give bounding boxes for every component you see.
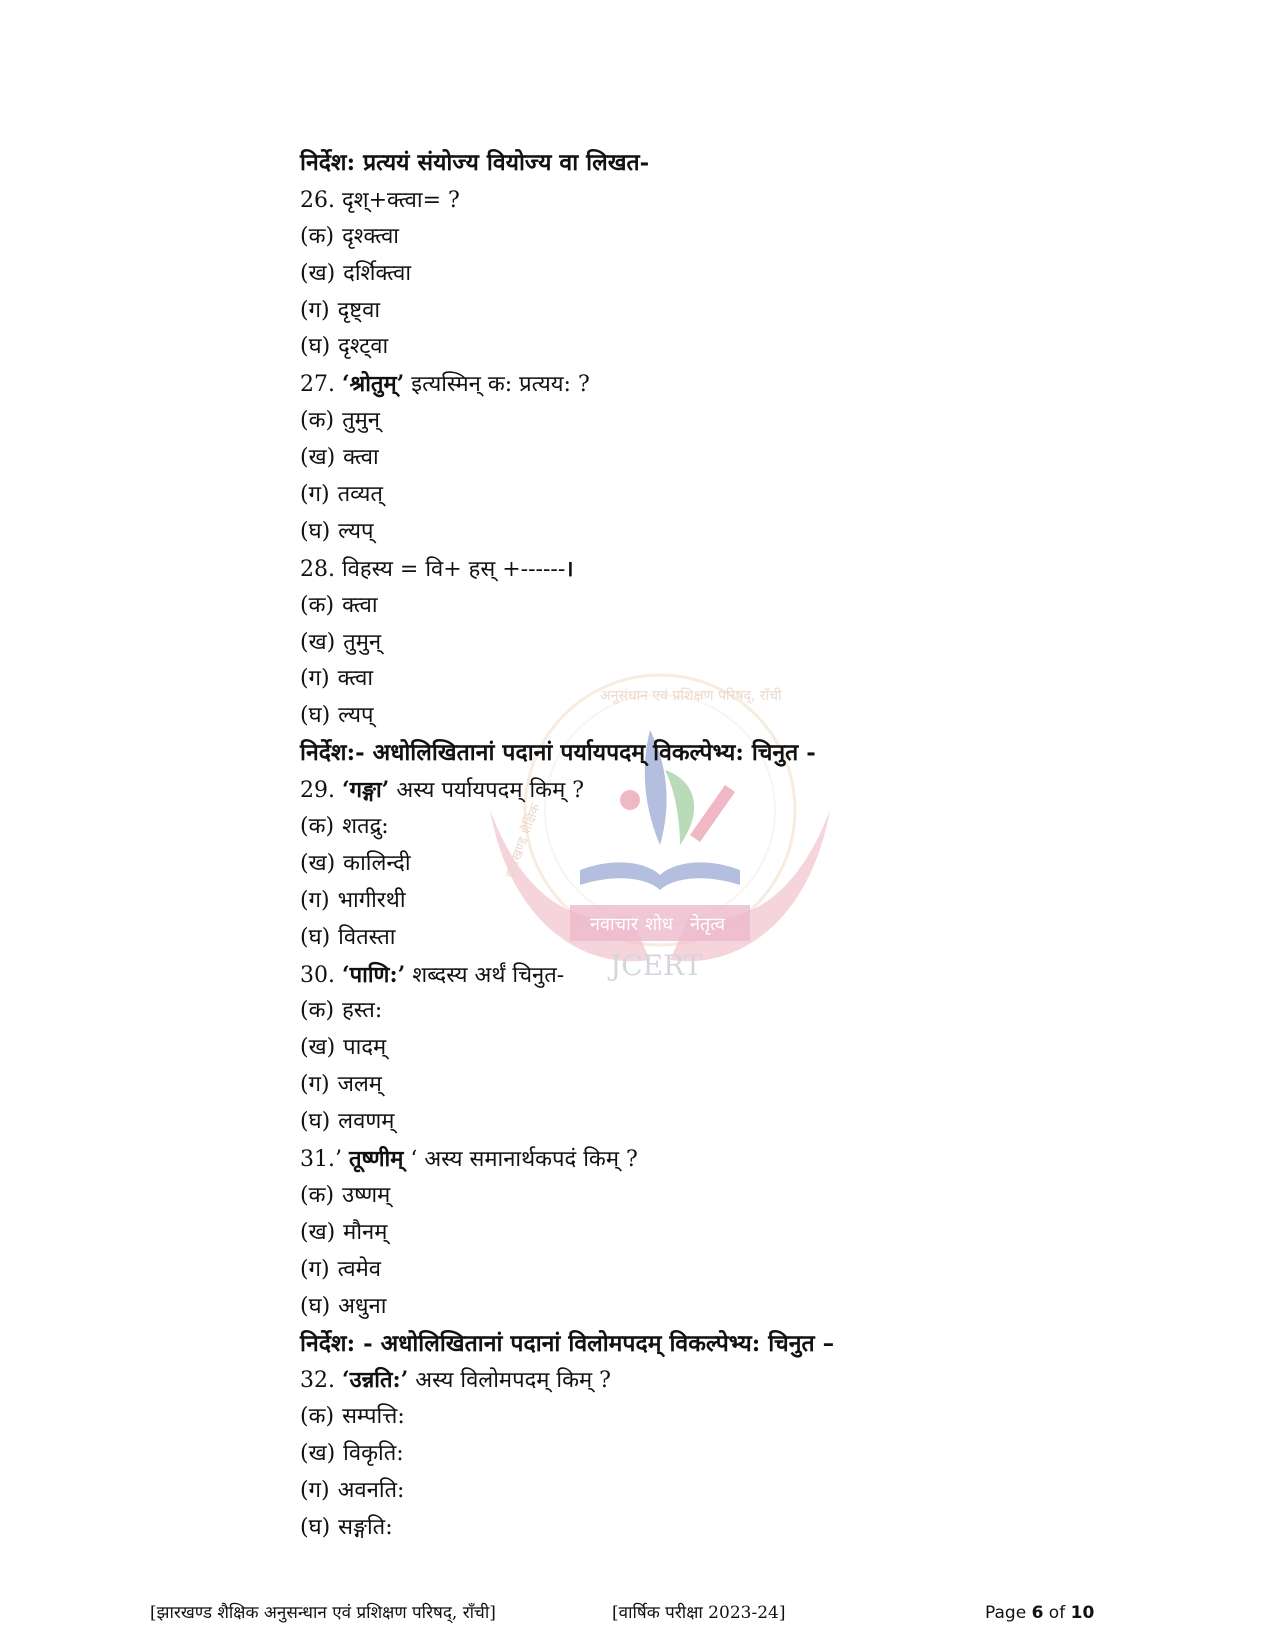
option-label: (ख): [300, 445, 336, 471]
question-keyword: तूष्णीम्: [348, 1146, 404, 1173]
instruction-heading: निर्देश: प्रत्ययं संयोज्य वियोज्य वा लिखत-: [300, 149, 650, 176]
question-line: [300, 772, 1180, 809]
question-keyword: ‘गङ्गा’: [341, 777, 390, 804]
option-label: (ग): [300, 482, 330, 508]
question-text: 31.’: [300, 1147, 349, 1173]
option-line: [300, 1104, 1180, 1141]
option-text: सङ्गति:: [338, 1514, 393, 1540]
instruction-heading: निर्देश: - अधोलिखितानां पदानां विलोमपदम् विकल्पेभ्य: चिनुत –: [300, 1329, 835, 1357]
instruction-heading: निर्देश:- अधोलिखितानां पदानां पर्यायपदम् विकल्पेभ्य: चिनुत -: [300, 739, 816, 767]
option-line: [300, 1252, 1180, 1289]
question-text: 27.: [300, 372, 342, 398]
option-text: कालिन्दी: [343, 850, 411, 876]
option-label: (ख): [300, 1441, 336, 1467]
question-line: [300, 957, 1180, 994]
question-line: [300, 366, 1180, 403]
page-current: 6: [1031, 1603, 1044, 1623]
option-line: [300, 1473, 1180, 1510]
option-line: [300, 1178, 1180, 1215]
option-text: सम्पत्ति:: [342, 1404, 405, 1430]
option-text: त्वमेव: [337, 1256, 382, 1282]
option-line: [300, 256, 1180, 293]
option-text: ल्यप्: [338, 518, 374, 544]
option-line: [300, 809, 1180, 846]
option-line: [300, 1067, 1180, 1104]
question-text: 26. दृश्+क्त्वा= ?: [300, 187, 460, 213]
option-label: (ख): [300, 260, 336, 286]
option-label: (ख): [300, 629, 336, 655]
option-text: दर्शिक्त्वा: [343, 260, 412, 286]
option-text: भागीरथी: [337, 887, 406, 913]
option-line: [300, 1030, 1180, 1067]
option-label: (क): [300, 814, 335, 840]
option-label: (घ): [300, 334, 331, 360]
question-list: [300, 145, 1180, 1547]
option-line: [300, 1289, 1180, 1326]
question-text-tail: ‘ अस्य समानार्थकपदं किम् ?: [403, 1147, 638, 1173]
question-keyword: ‘श्रोतुम्’: [341, 371, 405, 398]
footer-institution: [झारखण्ड शैक्षिक अनुसन्धान एवं प्रशिक्षण परिषद्, राँची]: [150, 1603, 496, 1623]
option-line: [300, 625, 1180, 662]
option-label: (घ): [300, 1293, 331, 1319]
option-text: पादम्: [343, 1035, 387, 1061]
watermark-ribbon-mid: शोध: [645, 914, 673, 935]
option-label: (ग): [300, 1072, 330, 1098]
option-line: [300, 403, 1180, 440]
option-text: अवनति:: [337, 1478, 405, 1504]
option-label: (ग): [300, 297, 330, 323]
footer-exam-title: [वार्षिक परीक्षा 2023-24]: [612, 1603, 786, 1623]
option-label: (ग): [300, 1256, 330, 1282]
watermark-left-arc-text: झारखण्ड शैक्षिक: [502, 801, 544, 881]
question-text: 29.: [300, 778, 342, 804]
page-prefix: Page: [985, 1603, 1032, 1623]
watermark-ribbon-left: नवाचार: [590, 914, 639, 935]
question-text-tail: अस्य पर्यायपदम् किम् ?: [389, 778, 585, 804]
option-line: [300, 293, 1180, 330]
option-line: [300, 993, 1180, 1030]
option-line: [300, 698, 1180, 735]
option-label: (क): [300, 998, 335, 1024]
option-line: [300, 1399, 1180, 1436]
option-text: दृश्ट्वा: [338, 334, 389, 360]
option-text: क्त्वा: [343, 445, 379, 471]
option-line: [300, 329, 1180, 366]
page-of: of: [1043, 1603, 1071, 1623]
option-label: (क): [300, 592, 335, 618]
option-line: [300, 920, 1180, 957]
watermark-acronym: JCERT: [610, 949, 703, 982]
option-line: [300, 1215, 1180, 1252]
option-text: दृष्ट्वा: [337, 297, 381, 323]
question-text: 28. विहस्य = वि+ हस् +------: [300, 556, 566, 582]
option-label: (ग): [300, 887, 330, 913]
option-text: तुमुन्: [342, 408, 380, 434]
watermark-ribbon-right: नेतृत्व: [690, 914, 726, 935]
option-line: [300, 477, 1180, 514]
option-label: (ख): [300, 850, 336, 876]
option-label: (घ): [300, 1109, 331, 1135]
option-line: [300, 1510, 1180, 1547]
question-text: 30.: [300, 962, 342, 988]
option-text: दृश्क्त्वा: [342, 223, 399, 249]
option-line: [300, 883, 1180, 920]
option-text: तव्यत्: [337, 482, 383, 508]
option-label: (क): [300, 408, 335, 434]
option-line: [300, 1436, 1180, 1473]
footer-page-number: [985, 1600, 1094, 1626]
option-label: (घ): [300, 518, 331, 544]
option-line: [300, 588, 1180, 625]
page-total: 10: [1070, 1603, 1095, 1623]
option-label: (घ): [300, 703, 331, 729]
option-line: [300, 514, 1180, 551]
option-label: (घ): [300, 924, 331, 950]
option-line: [300, 661, 1180, 698]
question-line: [300, 551, 1180, 588]
option-label: (घ): [300, 1514, 331, 1540]
option-text: तुमुन्: [343, 629, 382, 655]
option-text: क्त्वा: [337, 666, 374, 692]
question-line: [300, 182, 1180, 219]
option-text: मौनम्: [343, 1219, 388, 1245]
option-line: [300, 440, 1180, 477]
option-label: (ख): [300, 1219, 336, 1245]
option-text: क्त्वा: [342, 592, 378, 618]
question-keyword: ‘उन्नति:’: [341, 1367, 409, 1394]
question-keyword: ।: [565, 555, 574, 582]
option-text: हस्त:: [342, 998, 383, 1024]
option-label: (क): [300, 1182, 335, 1208]
option-label: (ग): [300, 1478, 330, 1504]
question-text-tail: शब्दस्य अर्थं चिनुत-: [405, 962, 565, 988]
option-text: उष्णम्: [342, 1182, 391, 1208]
question-keyword: ‘पाणि:’: [341, 961, 406, 988]
option-line: [300, 846, 1180, 883]
option-label: (क): [300, 223, 335, 249]
option-label: (ख): [300, 1035, 336, 1061]
question-text: 32.: [300, 1368, 342, 1394]
question-text-tail: इत्यस्मिन् क: प्रत्यय: ?: [404, 372, 590, 398]
option-line: [300, 219, 1180, 256]
option-text: अधुना: [338, 1293, 387, 1319]
option-label: (क): [300, 1404, 335, 1430]
question-text-tail: अस्य विलोमपदम् किम् ?: [408, 1368, 611, 1394]
question-line: [300, 1141, 1180, 1178]
option-text: लवणम्: [338, 1109, 395, 1135]
page-footer: [0, 1600, 1275, 1626]
question-line: [300, 1362, 1180, 1399]
option-label: (ग): [300, 666, 330, 692]
option-text: वितस्ता: [338, 924, 396, 950]
option-text: विकृति:: [343, 1441, 404, 1467]
option-text: ल्यप्: [338, 703, 374, 729]
option-text: शतद्रु:: [342, 814, 389, 840]
watermark-arc-text: अनुसंधान एवं प्रशिक्षण परिषद्, राँची: [600, 688, 782, 704]
option-text: जलम्: [337, 1072, 382, 1098]
